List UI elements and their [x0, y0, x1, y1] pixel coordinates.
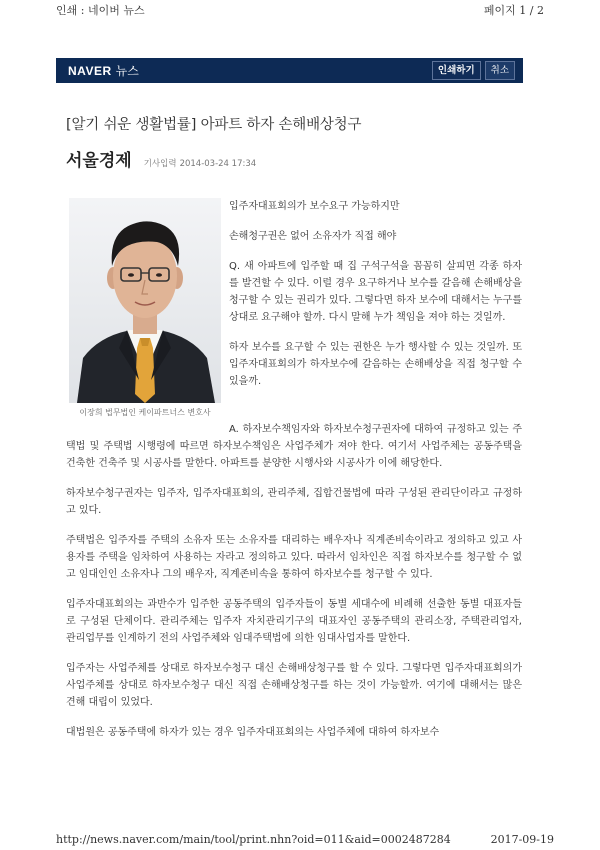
subheadline-1: 입주자대표회의가 보수요구 가능하지만 — [229, 201, 400, 212]
author-portrait-icon — [69, 198, 221, 403]
header-actions — [432, 61, 515, 80]
news-logo-text: 뉴스 — [115, 64, 139, 78]
article-body-side — [229, 198, 522, 403]
photo-caption: 이장희 법무법인 케이파트너스 변호사 — [79, 408, 211, 417]
answer-paragraph-2: 하자보수청구권자는 입주자, 입주자대표회의, 관리주체, 집합건물법에 따라 구성된 관리단이라고 규정하고 있다. — [66, 488, 522, 516]
print-date: 2017-09-19 — [490, 833, 554, 846]
print-page-title: 인쇄 : 네이버 뉴스 — [56, 4, 145, 17]
answer-paragraph-4: 입주자대표회의는 과반수가 입주한 공동주택의 입주자들이 동별 세대수에 비례해 선출한 동별 대표자들로 구성된 단체이다. 관리주체는 입주자 자치관리기구의 대표자인 공동주택의 관리소장, 주택관리업자, 관리업무를 인계하기 전의 사업주체와 임대주택법에 의한 임대사업자를 말한다. — [66, 599, 522, 644]
naver-news-logo — [68, 62, 139, 79]
article-meta — [66, 146, 256, 171]
cancel-button[interactable]: 취소 — [485, 61, 515, 80]
answer-paragraph-5: 입주자는 사업주체를 상대로 하자보수청구 대신 손해배상청구를 할 수 있다. 그렇다면 입주자대표회의가 사업주체를 상대로 하자보수청구 대신 직접 손해배상청구를 하는 것이 가능할까. 여기에 대해서는 많은 견해 대립이 있었다. — [66, 663, 522, 708]
subheadline-2: 손해청구권은 없어 소유자가 직접 해야 — [229, 231, 397, 242]
print-url: http://news.naver.com/main/tool/print.nhn?oid=011&aid=0002487284 — [56, 833, 451, 846]
print-button[interactable]: 인쇄하기 — [432, 61, 481, 80]
naver-news-header — [56, 58, 523, 83]
article-date: 2014-03-24 17:34 — [179, 159, 257, 169]
answer-paragraph-6: 대법원은 공동주택에 하자가 있는 경우 입주자대표회의는 사업주체에 대하여 하자보수 — [66, 727, 440, 738]
article-body — [66, 421, 522, 754]
author-photo — [69, 198, 221, 403]
page-indicator: 페이지 1 / 2 — [483, 4, 544, 17]
answer-paragraph-3: 주택법은 입주자를 주택의 소유자 또는 소유자를 대리하는 배우자나 직계존비속이라고 정의하고 있고 사용자를 주택을 임차하여 사용하는 자라고 정의하고 있다. 따라서 임차인은 직접 하자보수를 청구할 수 없고 임대인인 소유자나 그의 배우자, 직계존비속을 통하여 하자보수를 청구할 수 있다. — [66, 535, 522, 580]
naver-logo-text: NAVER — [68, 63, 112, 78]
article-title: [알기 쉬운 생활법률] 아파트 하자 손해배상청구 — [66, 117, 362, 133]
answer-paragraph-1: A. 하자보수책임자와 하자보수청구권자에 대하여 규정하고 있는 주택법 및 주택법 시행령에 따르면 하자보수책임은 사업주체가 져야 한다. 여기서 사업주체는 공동주택을 건축한 건축주 및 시공사를 말한다. 아파트를 분양한 시행사와 시공사가 이에 해당한다. — [66, 424, 522, 469]
question-paragraph-2: 하자 보수를 요구할 수 있는 권한은 누가 행사할 수 있는 것일까. 또 입주자대표회의가 하자보수에 갈음하는 손해배상을 직접 청구할 수 있을까. — [229, 342, 522, 387]
question-paragraph-1: Q. 새 아파트에 입주할 때 집 구석구석을 꼼꼼히 살피면 각종 하자를 발견할 수 있다. 이럴 경우 요구하거나 보수를 갈음해 손해배상을 청구할 수 있는 권리가 있다. 그렇다면 하자 보수에 대해서는 누구를 상대로 요구해야 할까. 다시 말해 누가 책임을 져야 하는 것일까. — [229, 261, 522, 323]
date-label: 기사입력 — [143, 159, 177, 169]
press-name: 서울경제 — [66, 151, 132, 171]
